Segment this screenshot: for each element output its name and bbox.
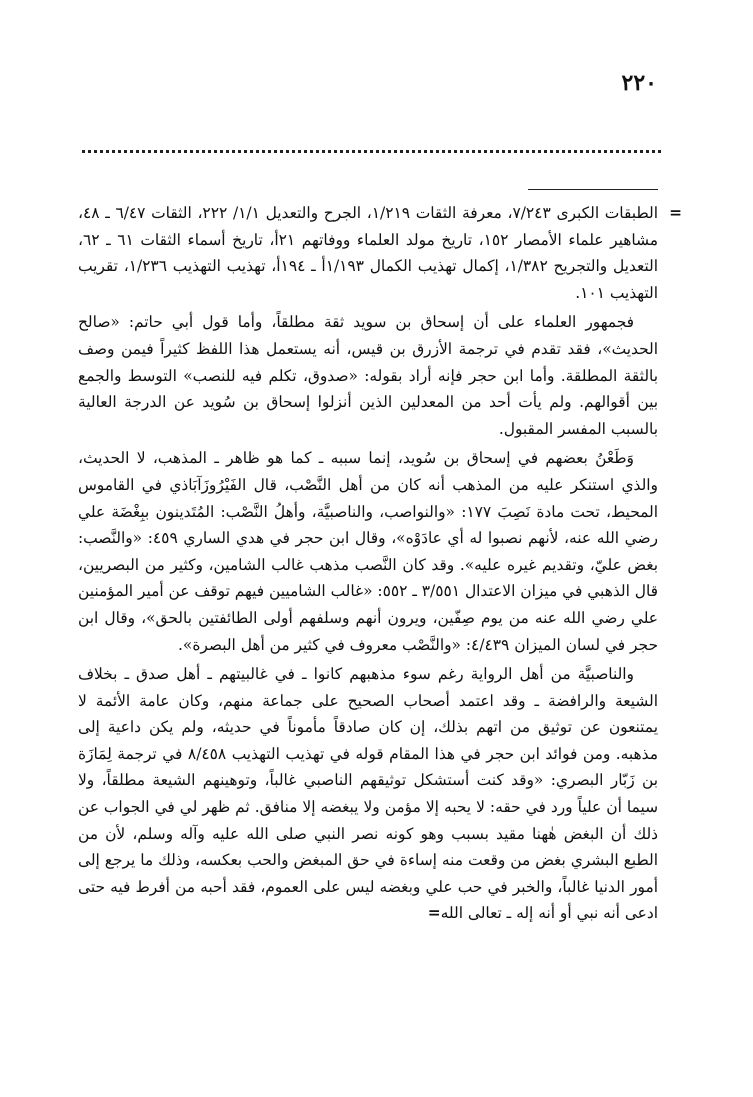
footnote-separator (528, 189, 658, 190)
page-number: ٢٢٠ (621, 70, 657, 96)
footnote-text: الطبقات الكبرى ٧/٢٤٣، معرفة الثقات ١/٢١٩، الجرح والتعديل ١/١/ ٢٢٢، الثقات ٦/٤٧ ـ ٤٨، مشاهير علماء الأمصار ١٥٢، تاريخ مولد العلماء ووفاتهم ٢١أ، تاريخ أسماء الثقات ٦١ ـ ٦٢، التعديل والتجريح ١/٣٨٢، إكمال تهذيب الكمال ١/١٩٣أ ـ ١٩٤أ، تهذيب التهذيب ١/٢٣٦، تقريب التهذيب ١٠١. (78, 204, 658, 302)
paragraph-1 (78, 309, 658, 442)
paragraph-1-text: فجمهور العلماء على أن إسحاق بن سويد ثقة مطلقاً، وأما قول أبي حاتم: «صالح الحديث»، فقد تقدم في ترجمة الأزرق بن قيس، أنه يستعمل هذا اللفظ كثيراً فيمن وصف بالثقة المطلقة. وأما ابن حجر فإنه أراد بقوله: «صدوق، تكلم فيه للنصب» التوسط والجمع بين أقوالهم. ولم يأت أحد من المعدلين الذين أنزلوا إسحاق بن سُويد عن الدرجة العالية بالسبب المفسر المقبول. (78, 313, 658, 438)
paragraph-2-text: وَطَعْنُ بعضهم في إسحاق بن سُويد، إنما سببه ـ كما هو ظاهر ـ المذهب، لا الحديث، والذي استنكر عليه من المذهب أنه كان من أهل النَّصْب، قال الفَيْرُوزَآبَاذي في القاموس المحيط، تحت مادة نَصِبَ ١٧٧: «والنواصب، والناصبيَّة، وأهلُ النَّصْب: المُتَدينون ببِغْضَة علي رضي الله عنه، لأنهم نصبوا له أي عادَوْه»، وقال ابن حجر في هدي الساري ٤٥٩: «والنَّصب: بغض عليّ، وتقديم غيره عليه». وقد كان النَّصب مذهب غالب الشامين، وكثير من البصريين، قال الذهبي في ميزان الاعتدال ٣/٥٥١ ـ ٥٥٢: «غالب الشاميين فيهم توقف عن أمير المؤمنين علي رضي الله عنه من يوم صِفّين، ويرون أنهم وسلفهم أولى الطائفتين بالحق»، وقال ابن حجر في لسان الميزان ٤/٤٣٩: «والنَّصْب معروف في كثير من أهل البصرة». (78, 449, 658, 654)
footnote-continuation (78, 200, 682, 306)
paragraph-3-text: والناصبيَّة من أهل الرواية رغم سوء مذهبهم كانوا ـ في غالبيتهم ـ أهل صدق ـ بخلاف الشيعة والرافضة ـ وقد اعتمد أصحاب الصحيح على جماعة منهم، وكان عامة الأئمة لا يمتنعون عن توثيق من اتهم بذلك، إن كان صادقاً مأموناً في حديثه، ولم يكن داعية إلى مذهبه. ومن فوائد ابن حجر في هذا المقام قوله في تهذيب التهذيب ٨/٤٥٨ في ترجمة لِمَازَة بن زَبّار البصري: «وقد كنت أستشكل توثيقهم الناصبي غالباً، وتوهينهم الشيعة مطلقاً، ولا سيما أن علياً ورد في حقه: لا يحبه إلا مؤمن ولا يبغضه إلا منافق. ثم ظهر لي في الجواب عن ذلك أن البغض هٰهنا مقيد بسبب وهو كونه نصر النبي صلى الله عليه وآله وسلم، لأن من الطبع البشري بغض من وقعت منه إساءة في حق المبغض والحب بعكسه، وذلك ما يرجع إلى أمور الدنيا غالباً، والخبر في حب علي وبغضه ليس على العموم، فقد أحبه من أفرط فيه حتى ادعى أنه نبي أو أنه إله ـ تعالى الله (78, 665, 658, 923)
paragraph-3 (78, 661, 658, 927)
paragraph-2 (78, 445, 658, 658)
continued-mark: = (427, 904, 441, 923)
page-body (78, 200, 682, 927)
continuation-mark: = (669, 204, 682, 222)
header-dotted-divider (82, 150, 661, 153)
